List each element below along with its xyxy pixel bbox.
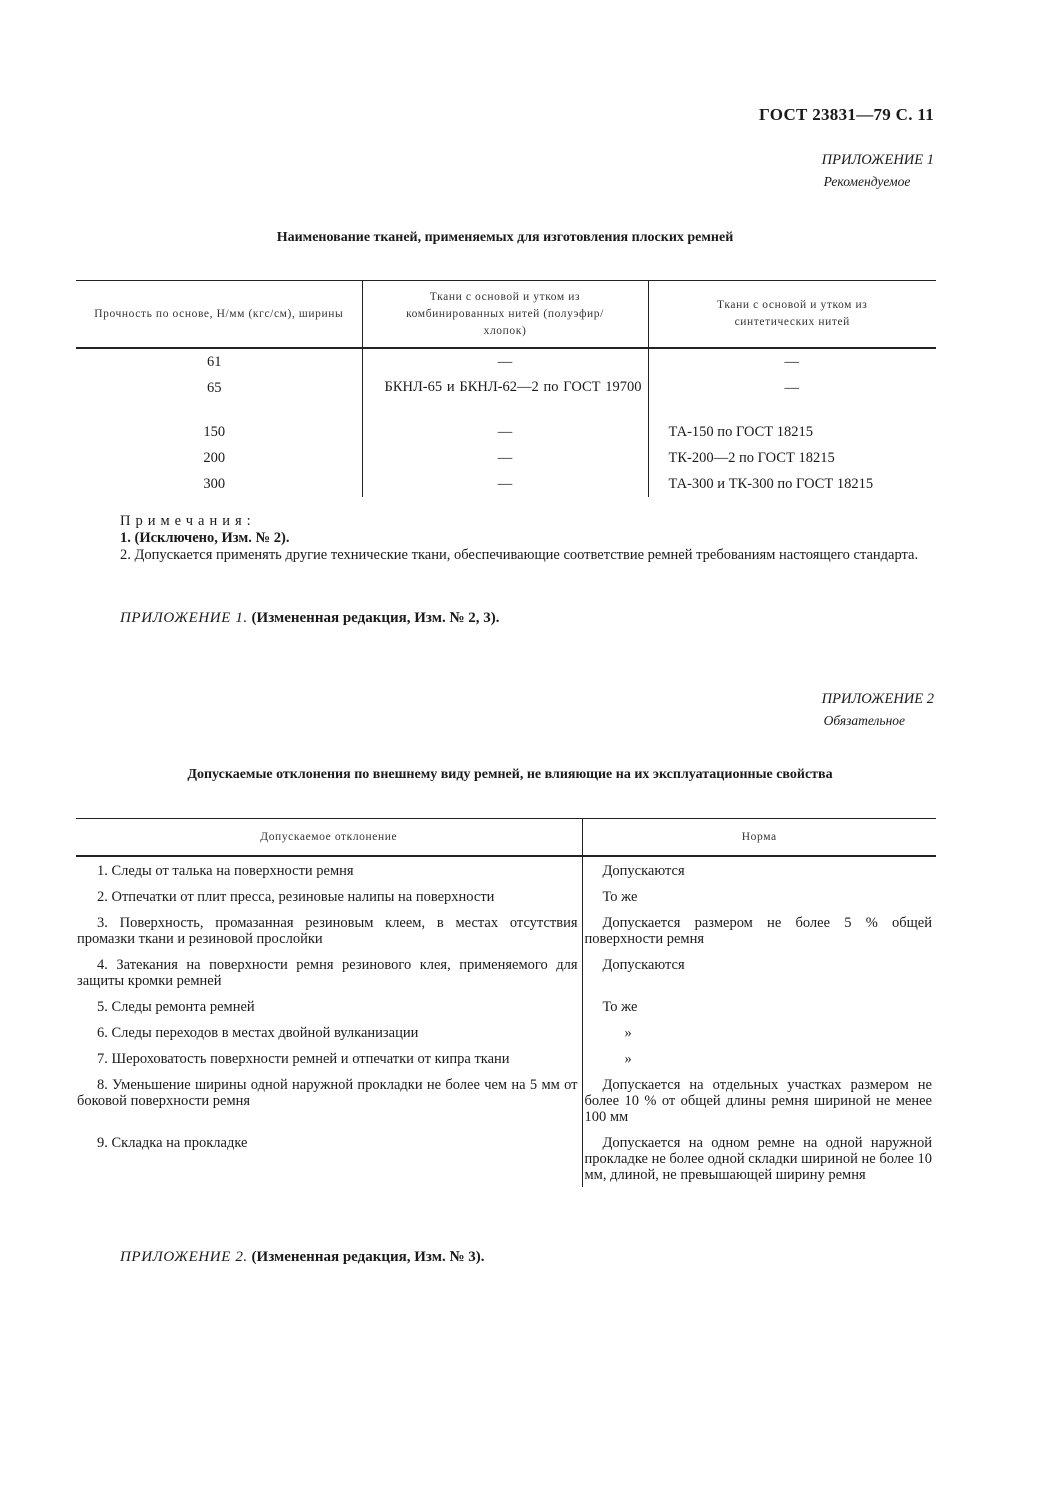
cell-norm: То же [602,999,638,1015]
table-row [76,1019,936,1045]
cell-norm [582,1045,936,1071]
note-2: 2. Допускается применять другие технические ткани, обеспечивающие соответствие ремней требованиям настоящего стандарта. [120,547,919,563]
cell-combined: — [362,471,648,497]
table-row [76,951,936,993]
cell-combined: — [362,445,648,471]
fabrics-table-header [76,281,936,349]
appendix1-label: ПРИЛОЖЕНИЕ 1 [821,152,934,168]
cell-norm: Допускается на одном ремне на одной наружной прокладке не более одной складки шириной не более 10 мм, длиной, не превышающей ширину ремня [584,1135,932,1183]
column-header-strength: Прочность по основе, Н/мм (кгс/см), ширины [76,281,362,349]
appendix1-revision [120,610,500,627]
cell-strength: 300 [76,471,362,497]
appendix2-title: Допускаемые отклонения по внешнему виду ремней, не влияющие на их эксплуатационные свойства [187,767,833,782]
fabrics-table [76,280,936,497]
table-row [76,883,936,909]
table-row [76,445,936,471]
column-header-combined: Ткани с основой и утком из комбинированных нитей (полуэфир/хлопок) [362,281,648,349]
appendix1-title: Наименование тканей, применяемых для изготовления плоских ремней [276,230,734,245]
ditto-mark: » [624,1025,632,1041]
appendix2-revision [120,1249,485,1266]
notes-heading: Примечания: [120,513,256,529]
deviations-table [76,818,936,1187]
cell-combined: — [362,419,648,445]
table-row [76,375,936,419]
cell-synthetic: ТА-300 и ТК-300 по ГОСТ 18215 [668,476,874,492]
cell-norm: Допускается размером не более 5 % общей поверхности ремня [584,915,932,947]
cell-deviation: 8. Уменьшение ширины одной наружной прокладки не более чем на 5 мм от боковой поверхности ремня [76,1071,582,1129]
cell-deviation: 1. Следы от талька на поверхности ремня [76,856,582,883]
appendix2-status: Обязательное [823,713,906,728]
table-row [76,348,936,375]
appendix2-label: ПРИЛОЖЕНИЕ 2 [821,691,934,707]
cell-deviation: 7. Шероховатость поверхности ремней и отпечатки от кипра ткани [76,1045,582,1071]
cell-strength: 200 [76,445,362,471]
cell-deviation: 9. Складка на прокладке [76,1129,582,1187]
cell-strength: 61 [76,348,362,375]
combined-text-line: БКНЛ-65 и БКНЛ-62—2 по ГОСТ 19700 [384,379,642,395]
cell-deviation: 4. Затекания на поверхности ремня резинового клея, применяемого для защиты кромки ремней [76,951,582,993]
table-row [76,1129,936,1187]
appendix1-status: Рекомендуемое [823,174,911,189]
table-row [76,1045,936,1071]
table-row [76,471,936,497]
column-header-deviation: Допускаемое отклонение [76,819,582,857]
notes-block [76,513,936,564]
cell-deviation: 5. Следы ремонта ремней [76,993,582,1019]
cell-synthetic: — [784,380,799,396]
cell-norm: Допускается на отдельных участках размером не более 10 % от общей длины ремня шириной не менее 100 мм [584,1077,932,1125]
appendix2-revision-label: ПРИЛОЖЕНИЕ 2. [120,1249,248,1265]
note-1: 1. (Исключено, Изм. № 2). [120,530,290,546]
cell-synthetic: — [784,354,799,370]
cell-deviation: 2. Отпечатки от плит пресса, резиновые налипы на поверхности [76,883,582,909]
document-reference: ГОСТ 23831—79 С. 11 [759,105,934,124]
cell-norm: То же [602,889,638,905]
cell-combined [362,375,648,419]
cell-norm: Допускаются [602,863,685,879]
column-header-synthetic: Ткани с основой и утком из синтетических нитей [717,299,868,328]
cell-strength: 65 [76,375,362,419]
appendix1-revision-label: ПРИЛОЖЕНИЕ 1. [120,610,248,626]
table-row [76,909,936,951]
appendix1-label-block [822,150,934,192]
appendix1-revision-text: (Измененная редакция, Изм. № 2, 3). [251,610,500,626]
cell-synthetic: ТК-200—2 по ГОСТ 18215 [668,450,835,466]
table-row [76,856,936,883]
cell-norm: Допускаются [602,957,685,973]
cell-deviation: 6. Следы переходов в местах двойной вулканизации [76,1019,582,1045]
cell-synthetic: ТА-150 по ГОСТ 18215 [668,424,814,440]
cell-strength: 150 [76,419,362,445]
cell-deviation: 3. Поверхность, промазанная резиновым клеем, в местах отсутствия промазки ткани и резиновой прослойки [76,909,582,951]
appendix2-revision-text: (Измененная редакция, Изм. № 3). [251,1249,485,1265]
appendix2-label-block [822,689,934,731]
table-row [76,419,936,445]
column-header-norm: Норма [741,830,777,843]
cell-norm [582,1019,936,1045]
ditto-mark: » [624,1051,632,1067]
table-row [76,1071,936,1129]
table-row [76,993,936,1019]
cell-combined: — [362,348,648,375]
deviations-table-header [76,819,936,857]
